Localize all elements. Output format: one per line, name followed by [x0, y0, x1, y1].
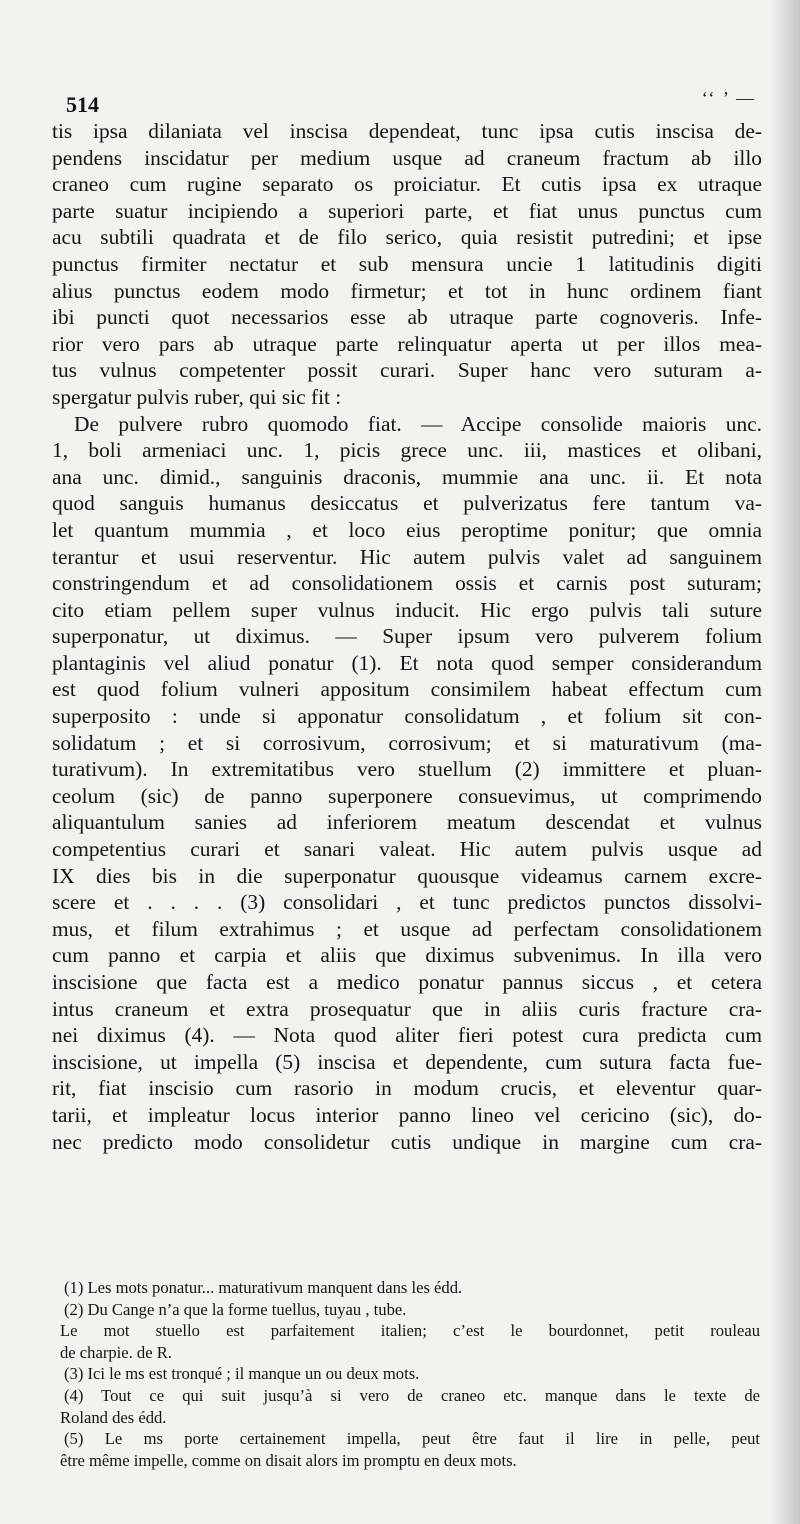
- footnote-line: (4) Tout ce qui suit jusqu’à si vero de craneo etc. manque dans le texte de: [64, 1385, 760, 1405]
- text-line: punctus firmiter nectatur et sub mensura uncie 1 latitudinis digiti: [52, 251, 762, 276]
- footnote-line: (3) Ici le ms est tronqué ; il manque un ou deux mots.: [64, 1364, 420, 1384]
- text-line: superponatur, ut diximus. — Super ipsum vero pulverem folium: [52, 624, 762, 649]
- text-line: IX dies bis in die superponatur quousque videamus carnem excre-: [52, 863, 762, 888]
- footnote-line: (5) Le ms porte certainement impella, peut être faut il lire in pelle, peut: [64, 1429, 760, 1449]
- text-line: mus, et filum extrahimus ; et usque ad perfectam consolidationem: [52, 916, 762, 941]
- text-line: tis ipsa dilaniata vel inscisa dependeat, tunc ipsa cutis inscisa de-: [52, 119, 762, 143]
- text-line: spergatur pulvis ruber, qui sic fit :: [52, 384, 342, 409]
- text-line: acu subtili quadrata et de filo serico, quia resistit putredini; et ipse: [52, 225, 762, 250]
- text-line: plantaginis vel aliud ponatur (1). Et nota quod semper considerandum: [52, 650, 762, 675]
- footnote-line: de charpie. de R.: [60, 1342, 172, 1362]
- text-line: let quantum mummia , et loco eius peroptime ponitur; que omnia: [52, 517, 762, 542]
- header-mark: ‘‘ ’ —: [701, 88, 756, 108]
- text-line: rior vero pars ab utraque parte relinquatur aperta ut per illos mea-: [52, 331, 762, 356]
- text-line: nei diximus (4). — Nota quod aliter fieri potest cura predicta cum: [52, 1023, 762, 1048]
- page-edge-shadow: [770, 0, 800, 1524]
- text-line: tus vulnus competenter possit curari. Super hanc vero suturam a-: [52, 358, 762, 383]
- text-line: aliquantulum sanies ad inferiorem meatum descendat et vulnus: [52, 810, 762, 835]
- text-line: inscisione, ut impella (5) inscisa et dependente, cum sutura facta fue-: [52, 1049, 762, 1074]
- main-text: [52, 118, 762, 1155]
- footnotes: [60, 1277, 760, 1471]
- footnote-line: être même impelle, comme on disait alors im promptu en deux mots.: [60, 1450, 517, 1470]
- text-line: tarii, et impleatur locus interior panno lineo vel cericino (sic), do-: [52, 1102, 762, 1127]
- footnote-line: Roland des édd.: [60, 1407, 167, 1427]
- text-line: 1, boli armeniaci unc. 1, picis grece unc. iii, mastices et olibani,: [52, 438, 762, 463]
- footnote-line: Le mot stuello est parfaitement italien; c’est le bourdonnet, petit rouleau: [60, 1321, 760, 1341]
- text-line: rit, fiat inscisio cum rasorio in modum crucis, et eleventur quar-: [52, 1076, 762, 1101]
- footnote-line: (1) Les mots ponatur... maturativum manquent dans les édd.: [64, 1278, 463, 1297]
- text-line: parte suatur incipiendo a superiori parte, et fiat unus punctus cum: [52, 198, 762, 223]
- text-line: competentius curari et sanari valeat. Hic autem pulvis usque ad: [52, 837, 762, 862]
- text-line: quod sanguis humanus desiccatus et pulverizatus fere tantum va-: [52, 491, 762, 516]
- text-line: ibi puncti quot necessarios esse ab utraque parte cognoveris. Infe-: [52, 305, 762, 330]
- text-line: solidatum ; et si corrosivum, corrosivum; et si maturativum (ma-: [52, 730, 762, 755]
- text-line: ceolum (sic) de panno superponere consuevimus, ut comprimendo: [52, 783, 762, 808]
- text-line: intus craneum et extra prosequatur que in aliis curis fracture cra-: [52, 996, 762, 1021]
- text-line: est quod folium vulneri appositum consimilem habeat effectum cum: [52, 677, 762, 702]
- text-line: turativum). In extremitatibus vero stuellum (2) immittere et pluan-: [52, 757, 762, 782]
- text-line: De pulvere rubro quomodo fiat. — Accipe consolide maioris unc.: [74, 411, 762, 436]
- text-line: constringendum et ad consolidationem ossis et carnis post suturam;: [52, 571, 762, 596]
- page-number: 514: [66, 92, 99, 117]
- text-line: inscisione que facta est a medico ponatur pannus siccus , et cetera: [52, 970, 762, 994]
- text-line: scere et . . . . (3) consolidari , et tunc predictos punctos dissolvi-: [52, 890, 762, 915]
- text-line: cum panno et carpia et aliis que diximus subvenimus. In illa vero: [52, 943, 762, 968]
- text-line: cito etiam pellem super vulnus inducit. Hic ergo pulvis tali suture: [52, 597, 762, 622]
- text-line: terantur et usui reserventur. Hic autem pulvis valet ad sanguinem: [52, 544, 762, 569]
- text-line: pendens inscidatur per medium usque ad craneum fractum ab illo: [52, 145, 762, 170]
- text-line: craneo cum rugine separato os proiciatur. Et cutis ipsa ex utraque: [52, 172, 762, 197]
- text-line: alius punctus eodem modo firmetur; et tot in hunc ordinem fiant: [52, 278, 762, 303]
- text-line: superposito : unde si apponatur consolidatum , et folium sit con-: [52, 704, 762, 729]
- text-line: nec predicto modo consolidetur cutis undique in margine cum cra-: [52, 1129, 762, 1154]
- text-line: ana unc. dimid., sanguinis draconis, mummie ana unc. ii. Et nota: [52, 464, 762, 489]
- footnote-line: (2) Du Cange n’a que la forme tuellus, tuyau , tube.: [64, 1299, 407, 1319]
